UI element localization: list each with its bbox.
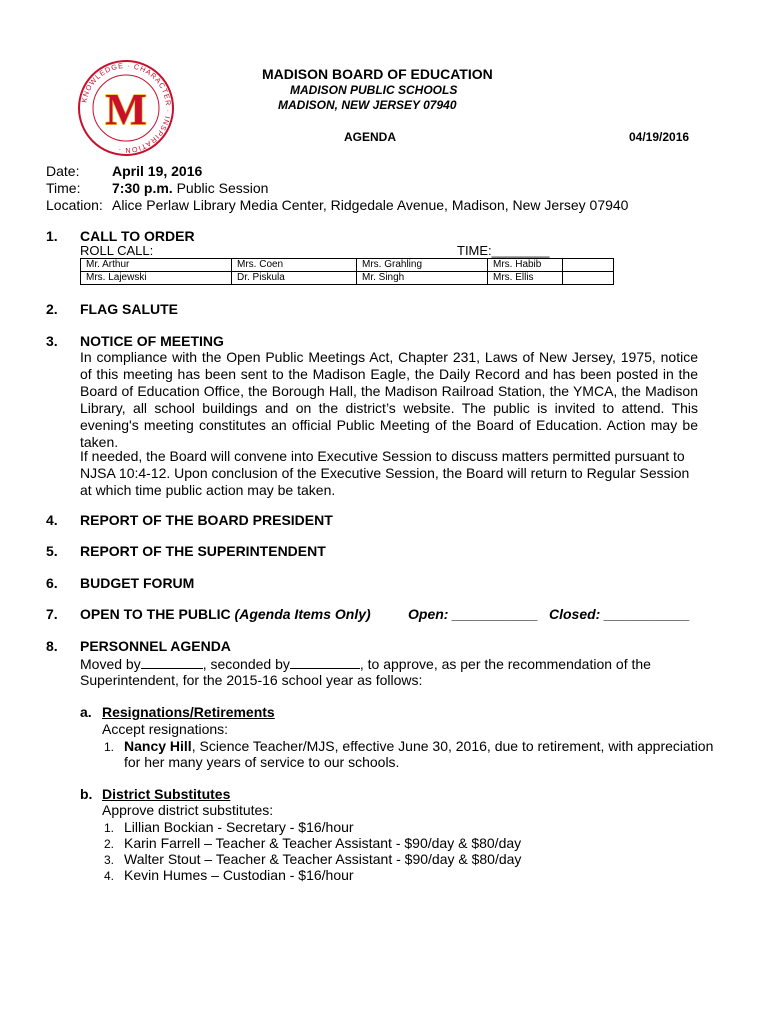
list-item	[104, 819, 354, 835]
section-4-title: REPORT OF THE BOARD PRESIDENT	[80, 512, 333, 528]
roll-cell: Mrs. Ellis	[488, 272, 563, 285]
section-2-number: 2.	[46, 301, 58, 317]
subsection-a-letter: a.	[80, 704, 92, 720]
section-7-title-text: OPEN TO THE PUBLIC	[80, 606, 231, 622]
table-row	[81, 272, 614, 285]
list-item-text: , Science Teacher/MJS, effective June 30, 2016, due to retirement, with appreciation	[191, 738, 714, 754]
roll-cell: Dr. Piskula	[232, 272, 357, 285]
section-8-title: PERSONNEL AGENDA	[80, 638, 231, 654]
approve-text: , to approve, as per the recommendation of the	[359, 656, 651, 672]
moved-by-label: Moved by	[80, 656, 141, 672]
subsection-b-letter: b.	[80, 786, 93, 802]
roll-cell: Mr. Singh	[357, 272, 488, 285]
list-item-continuation: for her many years of service to our schools.	[124, 754, 400, 770]
roll-call-table	[80, 258, 614, 285]
time-label: Time:	[46, 180, 81, 196]
svg-text:M: M	[105, 85, 147, 134]
agenda-heading: AGENDA	[344, 130, 397, 144]
time-value-bold: 7:30 p.m.	[112, 180, 173, 196]
time-value	[112, 180, 268, 196]
roll-cell	[563, 259, 614, 272]
madison-school-logo	[76, 58, 176, 158]
roll-cell	[563, 272, 614, 285]
section-1-number: 1.	[46, 228, 58, 244]
date-value: April 19, 2016	[112, 163, 203, 179]
roll-cell: Mrs. Grahling	[357, 259, 488, 272]
section-7-title	[80, 606, 371, 622]
list-item-text: Kevin Humes – Custodian - $16/hour	[124, 867, 354, 883]
agenda-date: 04/19/2016	[629, 130, 690, 144]
list-item-number: 1.	[104, 821, 115, 835]
executive-session-paragraph: If needed, the Board will convene into Executive Session to discuss matters permitted pursuant to NJSA 10:4-12. Upon conclusion of the Executive Session, the Board will return to Regular Session at which time public action may be taken.	[80, 448, 690, 498]
section-2-title: FLAG SALUTE	[80, 301, 178, 317]
subsection-a-title: Resignations/Retirements	[102, 704, 275, 720]
subsection-b-intro: Approve district substitutes:	[102, 802, 274, 818]
section-4-number: 4.	[46, 512, 58, 528]
list-item	[104, 835, 521, 851]
motion-line	[80, 655, 651, 672]
list-item-number: 1.	[104, 740, 115, 754]
list-item-number: 3.	[104, 853, 115, 867]
list-item-number: 4.	[104, 869, 115, 883]
list-item	[104, 867, 354, 883]
section-7-number: 7.	[46, 606, 58, 622]
seconded-by-blank	[290, 655, 360, 669]
svg-text:KNOWLEDGE · CHARACTER · INSPIR: KNOWLEDGE · CHARACTER · INSPIRATION ·	[79, 60, 174, 156]
time-blank: TIME:________	[457, 243, 550, 258]
table-row	[81, 259, 614, 272]
list-item	[104, 738, 713, 754]
location-label: Location:	[46, 197, 103, 213]
org-subtitle: MADISON PUBLIC SCHOOLS	[290, 83, 458, 97]
moved-by-blank	[141, 655, 203, 669]
notice-paragraph: In compliance with the Open Public Meetings Act, Chapter 231, Laws of New Jersey, 1975, notice of this meeting has been sent to the Madison Eagle, the Daily Record and has been posted in the Board of Education Office, the Borough Hall, the Madison Railroad Station, the YMCA, the Madison Library, all school buildings and on the district’s website. The public is invited to attend. This evening's meeting constitutes an official Public Meeting of the Board of Education. Action may be taken.	[80, 349, 698, 450]
open-time-blank: Open: ___________	[408, 606, 538, 622]
section-3-title: NOTICE OF MEETING	[80, 333, 224, 349]
list-item-number: 2.	[104, 837, 115, 851]
subsection-a-intro: Accept resignations:	[102, 721, 229, 737]
section-7-title-note: (Agenda Items Only)	[234, 606, 371, 622]
list-item-text: Walter Stout – Teacher & Teacher Assistant - $90/day & $80/day	[124, 851, 522, 867]
roll-cell: Mrs. Lajewski	[81, 272, 232, 285]
roll-call-label: ROLL CALL:	[80, 243, 154, 258]
section-6-title: BUDGET FORUM	[80, 575, 195, 591]
location-value: Alice Perlaw Library Media Center, Ridgedale Avenue, Madison, New Jersey 07940	[112, 197, 629, 213]
org-address: MADISON, NEW JERSEY 07940	[278, 98, 457, 112]
motion-line-2: Superintendent, for the 2015-16 school year as follows:	[80, 672, 423, 688]
subsection-b-title: District Substitutes	[102, 786, 231, 802]
list-item-text: Lillian Bockian - Secretary - $16/hour	[124, 819, 354, 835]
org-title: MADISON BOARD OF EDUCATION	[262, 66, 493, 82]
section-1-title: CALL TO ORDER	[80, 228, 195, 244]
date-label: Date:	[46, 163, 80, 179]
list-item-name: Nancy Hill	[124, 738, 192, 754]
roll-cell: Mrs. Habib	[488, 259, 563, 272]
list-item	[104, 851, 521, 867]
closed-time-blank: Closed: ___________	[549, 606, 690, 622]
section-5-number: 5.	[46, 543, 58, 559]
section-8-number: 8.	[46, 638, 58, 654]
list-item-text: Karin Farrell – Teacher & Teacher Assistant - $90/day & $80/day	[124, 835, 522, 851]
time-value-rest: Public Session	[176, 180, 269, 196]
section-5-title: REPORT OF THE SUPERINTENDENT	[80, 543, 326, 559]
roll-cell: Mr. Arthur	[81, 259, 232, 272]
section-3-number: 3.	[46, 333, 58, 349]
section-6-number: 6.	[46, 575, 58, 591]
seconded-by-label: , seconded by	[202, 656, 290, 672]
roll-cell: Mrs. Coen	[232, 259, 357, 272]
